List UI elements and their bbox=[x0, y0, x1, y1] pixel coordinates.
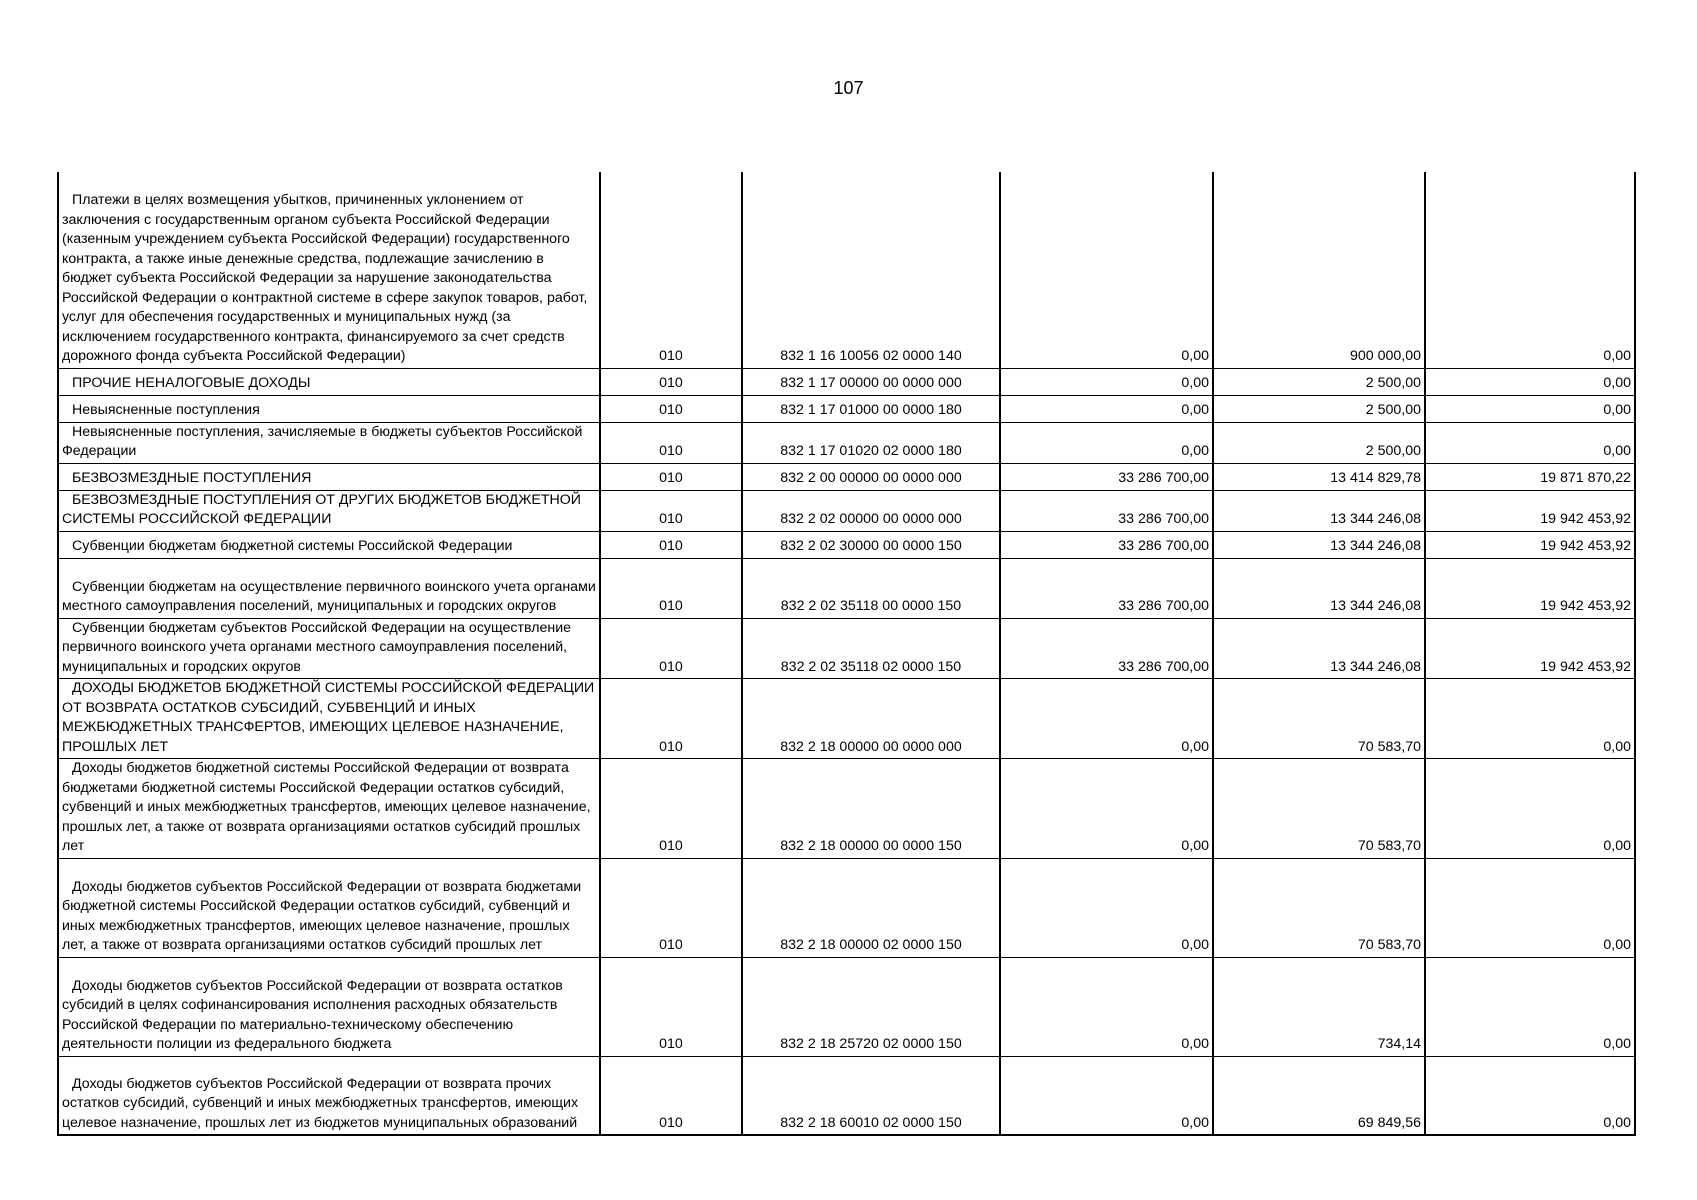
row-executed-amount: 734,14 bbox=[1213, 957, 1425, 1056]
row-remaining-amount: 0,00 bbox=[1425, 957, 1635, 1056]
table-row bbox=[58, 957, 1635, 1056]
row-approved-amount: 0,00 bbox=[1000, 759, 1213, 859]
row-classification-code: 832 2 02 35118 00 0000 150 bbox=[742, 558, 1000, 618]
row-remaining-amount: 19 942 453,92 bbox=[1425, 558, 1635, 618]
row-remaining-amount: 0,00 bbox=[1425, 422, 1635, 463]
table-row bbox=[58, 1056, 1635, 1135]
row-remaining-amount: 0,00 bbox=[1425, 368, 1635, 395]
row-remaining-amount: 19 942 453,92 bbox=[1425, 618, 1635, 679]
row-approved-amount: 0,00 bbox=[1000, 1056, 1213, 1135]
row-classification-code: 832 2 02 00000 00 0000 000 bbox=[742, 490, 1000, 531]
row-remaining-amount: 0,00 bbox=[1425, 679, 1635, 759]
row-name: Субвенции бюджетам на осуществление первичного воинского учета органами местного самоуправления поселений, муниципальных и городских округов bbox=[58, 558, 600, 618]
table-row bbox=[58, 368, 1635, 395]
row-name: Доходы бюджетов субъектов Российской Федерации от возврата остатков субсидий в целях софинансирования исполнения расходных обязательств Российской Федерации по материально-техническому обеспечению деятельности полиции из федерального бюджета bbox=[58, 957, 600, 1056]
row-classification-code: 832 2 18 00000 00 0000 000 bbox=[742, 679, 1000, 759]
row-name: Платежи в целях возмещения убытков, причиненных уклонением от заключения с государственным органом субъекта Российской Федерации (казенным учреждением субъекта Российской Федерации) государственного контракта, а также иные денежные средства, подлежащие зачислению в бюджет субъекта Российской Федерации за нарушение законодательства Российской Федерации о контрактной системе в сфере закупок товаров, работ, услуг для обеспечения государственных и муниципальных нужд (за исключением государственного контракта, финансируемого за счет средств дорожного фонда субъекта Российской Федерации) bbox=[58, 172, 600, 368]
row-executed-amount: 13 344 246,08 bbox=[1213, 618, 1425, 679]
row-executed-amount: 2 500,00 bbox=[1213, 422, 1425, 463]
table-row bbox=[58, 618, 1635, 679]
row-classification-code: 832 2 18 25720 02 0000 150 bbox=[742, 957, 1000, 1056]
row-approved-amount: 0,00 bbox=[1000, 395, 1213, 422]
row-name: Доходы бюджетов бюджетной системы Российской Федерации от возврата бюджетами бюджетной системы Российской Федерации остатков субсидий, субвенций и иных межбюджетных трансфертов, имеющих целевое назначение, прошлых лет, а также от возврата организациями остатков субсидий прошлых лет bbox=[58, 759, 600, 859]
row-name: Невыясненные поступления bbox=[58, 395, 600, 422]
row-classification-code: 832 2 02 35118 02 0000 150 bbox=[742, 618, 1000, 679]
row-executed-amount: 70 583,70 bbox=[1213, 858, 1425, 957]
row-executed-amount: 13 344 246,08 bbox=[1213, 558, 1425, 618]
row-remaining-amount: 0,00 bbox=[1425, 1056, 1635, 1135]
table-row bbox=[58, 172, 1635, 368]
row-line-code: 010 bbox=[600, 618, 742, 679]
row-line-code: 010 bbox=[600, 490, 742, 531]
row-approved-amount: 0,00 bbox=[1000, 422, 1213, 463]
row-executed-amount: 13 414 829,78 bbox=[1213, 463, 1425, 490]
row-classification-code: 832 2 18 00000 00 0000 150 bbox=[742, 759, 1000, 859]
row-line-code: 010 bbox=[600, 463, 742, 490]
table-row bbox=[58, 759, 1635, 859]
row-name: Невыясненные поступления, зачисляемые в бюджеты субъектов Российской Федерации bbox=[58, 422, 600, 463]
row-classification-code: 832 1 16 10056 02 0000 140 bbox=[742, 172, 1000, 368]
row-classification-code: 832 2 02 30000 00 0000 150 bbox=[742, 531, 1000, 558]
row-approved-amount: 33 286 700,00 bbox=[1000, 490, 1213, 531]
row-line-code: 010 bbox=[600, 422, 742, 463]
row-name: Доходы бюджетов субъектов Российской Федерации от возврата прочих остатков субсидий, субвенций и иных межбюджетных трансфертов, имеющих целевое назначение, прошлых лет из бюджетов муниципальных образований bbox=[58, 1056, 600, 1135]
row-classification-code: 832 2 18 60010 02 0000 150 bbox=[742, 1056, 1000, 1135]
row-approved-amount: 0,00 bbox=[1000, 368, 1213, 395]
row-classification-code: 832 1 17 00000 00 0000 000 bbox=[742, 368, 1000, 395]
row-executed-amount: 13 344 246,08 bbox=[1213, 531, 1425, 558]
row-name: БЕЗВОЗМЕЗДНЫЕ ПОСТУПЛЕНИЯ bbox=[58, 463, 600, 490]
table-row bbox=[58, 422, 1635, 463]
row-executed-amount: 900 000,00 bbox=[1213, 172, 1425, 368]
row-classification-code: 832 2 00 00000 00 0000 000 bbox=[742, 463, 1000, 490]
table-row bbox=[58, 558, 1635, 618]
row-approved-amount: 0,00 bbox=[1000, 957, 1213, 1056]
row-classification-code: 832 2 18 00000 02 0000 150 bbox=[742, 858, 1000, 957]
row-remaining-amount: 0,00 bbox=[1425, 172, 1635, 368]
row-executed-amount: 2 500,00 bbox=[1213, 395, 1425, 422]
row-classification-code: 832 1 17 01020 02 0000 180 bbox=[742, 422, 1000, 463]
row-line-code: 010 bbox=[600, 679, 742, 759]
row-name: Доходы бюджетов субъектов Российской Федерации от возврата бюджетами бюджетной системы Российской Федерации остатков субсидий, субвенций и иных межбюджетных трансфертов, имеющих целевое назначение, прошлых лет, а также от возврата организациями остатков субсидий прошлых лет bbox=[58, 858, 600, 957]
row-name: Субвенции бюджетам бюджетной системы Российской Федерации bbox=[58, 531, 600, 558]
row-executed-amount: 2 500,00 bbox=[1213, 368, 1425, 395]
row-remaining-amount: 0,00 bbox=[1425, 858, 1635, 957]
table-row bbox=[58, 395, 1635, 422]
row-executed-amount: 69 849,56 bbox=[1213, 1056, 1425, 1135]
row-line-code: 010 bbox=[600, 395, 742, 422]
table-row bbox=[58, 463, 1635, 490]
row-approved-amount: 33 286 700,00 bbox=[1000, 531, 1213, 558]
row-executed-amount: 13 344 246,08 bbox=[1213, 490, 1425, 531]
row-remaining-amount: 19 942 453,92 bbox=[1425, 490, 1635, 531]
row-name: ПРОЧИЕ НЕНАЛОГОВЫЕ ДОХОДЫ bbox=[58, 368, 600, 395]
budget-revenue-table bbox=[57, 172, 1636, 1136]
row-line-code: 010 bbox=[600, 957, 742, 1056]
row-remaining-amount: 0,00 bbox=[1425, 395, 1635, 422]
row-name: Субвенции бюджетам субъектов Российской Федерации на осуществление первичного воинского учета органами местного самоуправления поселений, муниципальных и городских округов bbox=[58, 618, 600, 679]
table-row bbox=[58, 490, 1635, 531]
row-line-code: 010 bbox=[600, 172, 742, 368]
row-executed-amount: 70 583,70 bbox=[1213, 759, 1425, 859]
row-approved-amount: 0,00 bbox=[1000, 172, 1213, 368]
row-approved-amount: 0,00 bbox=[1000, 858, 1213, 957]
page-number: 107 bbox=[833, 78, 864, 98]
row-executed-amount: 70 583,70 bbox=[1213, 679, 1425, 759]
table-row bbox=[58, 858, 1635, 957]
row-line-code: 010 bbox=[600, 858, 742, 957]
row-line-code: 010 bbox=[600, 1056, 742, 1135]
row-line-code: 010 bbox=[600, 531, 742, 558]
row-approved-amount: 0,00 bbox=[1000, 679, 1213, 759]
table-row bbox=[58, 679, 1635, 759]
row-approved-amount: 33 286 700,00 bbox=[1000, 618, 1213, 679]
row-line-code: 010 bbox=[600, 759, 742, 859]
row-remaining-amount: 19 942 453,92 bbox=[1425, 531, 1635, 558]
row-line-code: 010 bbox=[600, 558, 742, 618]
row-name: БЕЗВОЗМЕЗДНЫЕ ПОСТУПЛЕНИЯ ОТ ДРУГИХ БЮДЖЕТОВ БЮДЖЕТНОЙ СИСТЕМЫ РОССИЙСКОЙ ФЕДЕРАЦИИ bbox=[58, 490, 600, 531]
row-name: ДОХОДЫ БЮДЖЕТОВ БЮДЖЕТНОЙ СИСТЕМЫ РОССИЙСКОЙ ФЕДЕРАЦИИ ОТ ВОЗВРАТА ОСТАТКОВ СУБСИДИЙ, СУБВЕНЦИЙ И ИНЫХ МЕЖБЮДЖЕТНЫХ ТРАНСФЕРТОВ, ИМЕЮЩИХ ЦЕЛЕВОЕ НАЗНАЧЕНИЕ, ПРОШЛЫХ ЛЕТ bbox=[58, 679, 600, 759]
row-line-code: 010 bbox=[600, 368, 742, 395]
row-approved-amount: 33 286 700,00 bbox=[1000, 463, 1213, 490]
table-row bbox=[58, 531, 1635, 558]
row-approved-amount: 33 286 700,00 bbox=[1000, 558, 1213, 618]
row-classification-code: 832 1 17 01000 00 0000 180 bbox=[742, 395, 1000, 422]
row-remaining-amount: 19 871 870,22 bbox=[1425, 463, 1635, 490]
row-remaining-amount: 0,00 bbox=[1425, 759, 1635, 859]
